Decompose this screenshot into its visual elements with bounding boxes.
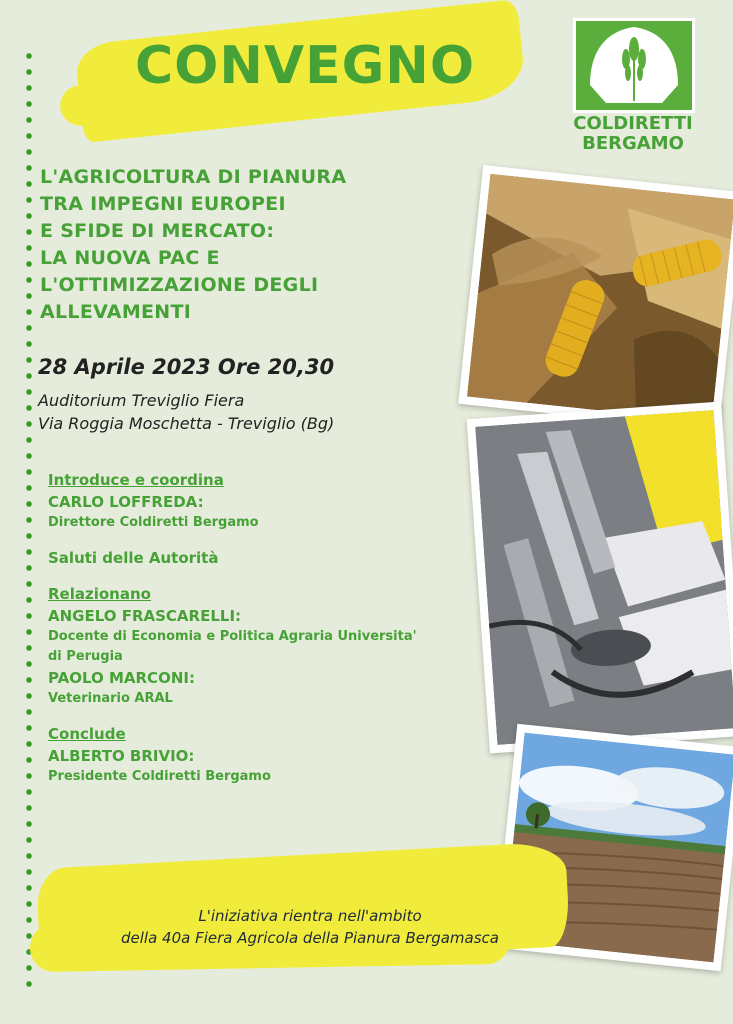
coldiretti-logo <box>573 18 695 113</box>
subtitle-line: E SFIDE DI MERCATO: <box>40 220 275 242</box>
speaker2-name: PAOLO MARCONI: <box>48 669 195 687</box>
speaker1-name: ANGELO FRASCARELLI: <box>48 607 242 625</box>
event-address: Via Roggia Moschetta - Treviglio (Bg) <box>38 414 335 433</box>
subtitle-line: L'OTTIMIZZAZIONE DEGLI <box>40 274 319 296</box>
footer-line2: della 40a Fiera Agricola della Pianura Bergamasca <box>121 929 499 947</box>
speaker2-role: Veterinario ARAL <box>48 691 173 706</box>
event-location <box>38 389 334 435</box>
conclusion-role: Presidente Coldiretti Bergamo <box>48 769 271 784</box>
dotted-border <box>25 48 33 988</box>
logo-wordmark <box>558 114 708 154</box>
intro-role: Direttore Coldiretti Bergamo <box>48 515 259 530</box>
conclusion-heading: Conclude <box>48 725 126 743</box>
greetings-item: Saluti delle Autorità <box>48 549 219 567</box>
program-list <box>48 469 478 787</box>
milking-photo <box>467 402 733 754</box>
subtitle-line: ALLEVAMENTI <box>40 301 192 323</box>
event-subtitle <box>40 164 460 326</box>
footer-note <box>50 905 570 949</box>
speaker1-role-cont: di Perugia <box>48 649 123 664</box>
conclusion-name: ALBERTO BRIVIO: <box>48 747 195 765</box>
logo-name-line2: BERGAMO <box>582 133 684 154</box>
corn-photo <box>458 165 733 431</box>
subtitle-line: L'AGRICOLTURA DI PIANURA <box>40 166 347 188</box>
speakers-heading: Relazionano <box>48 585 151 603</box>
footer-line1: L'iniziativa rientra nell'ambito <box>198 907 422 925</box>
page-title: CONVEGNO <box>134 36 476 96</box>
event-venue: Auditorium Treviglio Fiera <box>38 391 245 410</box>
wheat-shield-icon <box>576 21 692 110</box>
subtitle-line: LA NUOVA PAC E <box>40 247 220 269</box>
speaker1-role: Docente di Economia e Politica Agraria Universita' <box>48 629 417 644</box>
intro-name: CARLO LOFFREDA: <box>48 493 204 511</box>
logo-name-line1: COLDIRETTI <box>573 113 693 134</box>
event-date-time: 28 Aprile 2023 Ore 20,30 <box>38 355 335 379</box>
subtitle-line: TRA IMPEGNI EUROPEI <box>40 193 286 215</box>
intro-heading: Introduce e coordina <box>48 471 224 489</box>
